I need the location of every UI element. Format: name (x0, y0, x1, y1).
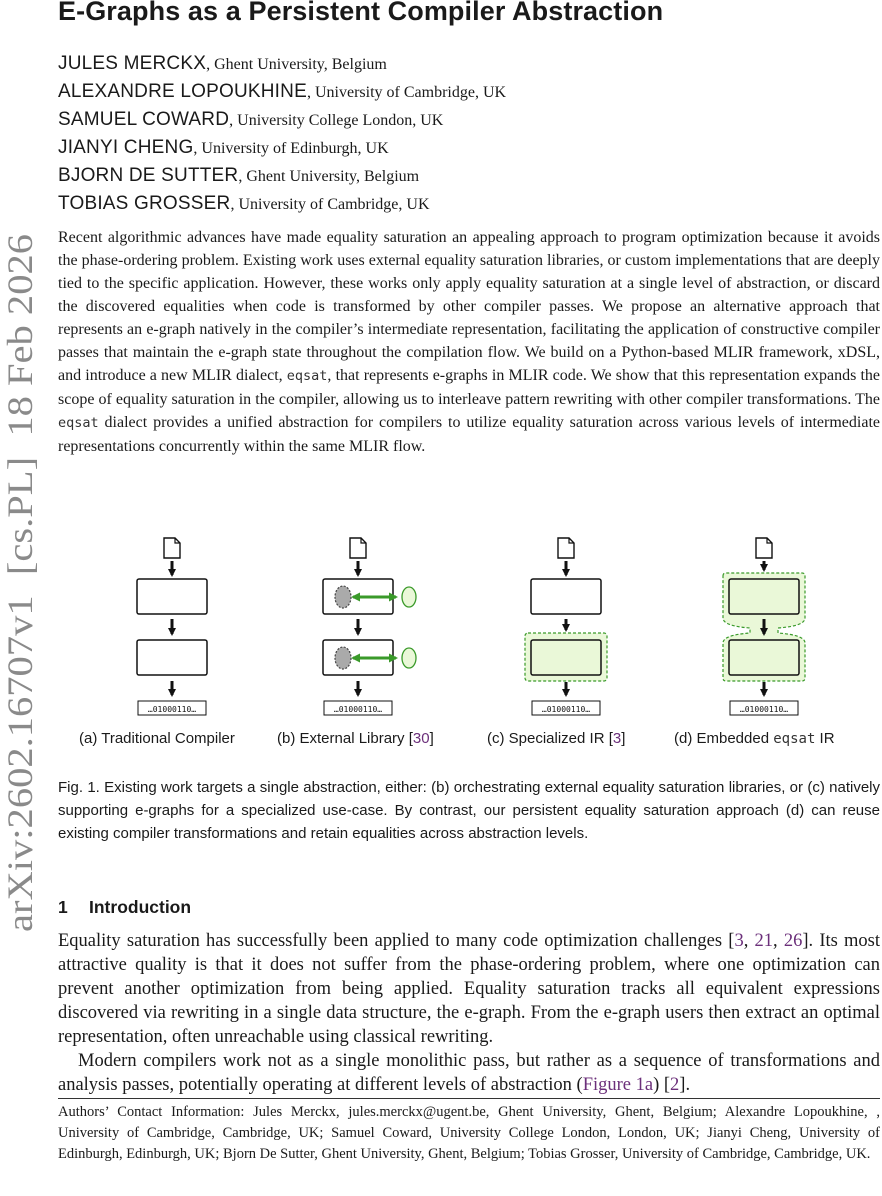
binary-output: …01000110… (541, 705, 591, 714)
author-name: ALEXANDRE LOPOUKHINE (58, 81, 307, 102)
author-name: BJORN DE SUTTER (58, 165, 239, 186)
external-egraph (402, 648, 416, 668)
citation-link[interactable]: 2 (670, 1075, 680, 1095)
paragraph-text: , (743, 931, 755, 951)
external-egraph (402, 587, 416, 607)
subcaption-c (487, 730, 625, 747)
footnote-rule (58, 1098, 880, 1099)
author-entry (58, 162, 506, 190)
author-affiliation: , Ghent University, Belgium (206, 56, 387, 73)
paragraph-text: ) [ (653, 1075, 671, 1095)
paragraph-text: Modern compilers work not as a single monolithic pass, but rather as a sequence of transformations and analysis passes, potentially operating at different levels of abstraction ( (58, 1051, 880, 1095)
author-name: JIANYI CHENG (58, 137, 194, 158)
author-entry (58, 50, 506, 78)
citation-link[interactable]: 3 (734, 931, 744, 951)
figure-1 (58, 530, 880, 760)
panel-external-library (323, 538, 416, 715)
author-list (58, 50, 506, 218)
abstract-text: , that represents e-graphs in MLIR code. We show that this representation expands the scope of equality saturation in the compiler, allowing us to interleave pattern rewriting with other compiler transformations. The (58, 367, 880, 408)
paragraph (58, 929, 880, 1049)
abstract-text: dialect provides a unified abstraction for compilers to utilize equality saturation across various levels of intermediate representations concurrently within the same MLIR flow. (58, 414, 880, 455)
introduction-body (58, 929, 880, 1097)
abstract (58, 226, 880, 458)
binary-output: …01000110… (147, 705, 197, 714)
subcaption-text: (c) Specialized IR [ (487, 730, 613, 747)
source-file-icon (756, 538, 772, 558)
subcaption-text: (d) Embedded (674, 730, 774, 747)
subcaption-text: (a) Traditional Compiler (79, 730, 235, 747)
subcaption-text: ] (429, 730, 434, 747)
author-entry (58, 106, 506, 134)
author-affiliation: , Ghent University, Belgium (238, 168, 420, 185)
subcaption-b (277, 730, 434, 747)
paragraph-text: ]. Its most attractive quality is that it does not suffer from the phase-ordering problem, where one optimization can prevent another optimization from being applied. Equality saturation tracks all equivalent expressions discovered via rewriting in a single data structure, the e-graph. From the e-graph users then extract an optimal representation, often unreachable using classical rewriting. (58, 931, 881, 1047)
egraph-placeholder (335, 647, 351, 669)
egraph-pass-box (729, 640, 799, 675)
section-heading (58, 897, 191, 918)
arxiv-identifier-text: arXiv:2602.16707v1 [cs.PL] 18 Feb 2026 (0, 312, 40, 932)
panel-embedded-eqsat-ir (723, 538, 805, 715)
binary-output: …01000110… (739, 705, 789, 714)
author-entry (58, 134, 506, 162)
abstract-text: Recent algorithmic advances have made equality saturation an appealing approach to program optimization because it avoids the phase-ordering problem. Existing work uses external equality saturation libraries, or custom implementations that are deeply tied to the specific application. However, these works only apply equality saturation at a single level of abstraction, or discard the discovered equalities when code is transformed by other compiler passes. We propose an alternative approach that represents an e-graph natively in the compiler’s intermediate representation, facilitating the application of constructive compiler passes that maintain the e-graph state throughout the compilation flow. We build on a Python-based MLIR framework, xDSL, and introduce a new MLIR dialect, (58, 229, 880, 384)
citation-link[interactable]: 21 (754, 931, 774, 951)
subcaption-d (674, 730, 835, 747)
citation-link[interactable]: 3 (612, 730, 622, 747)
source-file-icon (164, 538, 180, 558)
paragraph (58, 1049, 880, 1097)
subcaption-a (79, 730, 235, 747)
author-name: JULES MERCKX (58, 53, 207, 74)
subcaption-text: IR (815, 730, 835, 747)
code-eqsat: eqsat (773, 731, 816, 747)
figure-link[interactable]: Figure 1a (582, 1075, 654, 1095)
binary-output: …01000110… (333, 705, 383, 714)
citation-link[interactable]: 30 (412, 730, 430, 747)
paragraph-text: ]. (679, 1075, 691, 1095)
arxiv-identifier (0, 232, 42, 932)
paper-title: E-Graphs as a Persistent Compiler Abstraction (58, 0, 664, 26)
panel-traditional-compiler (137, 538, 207, 715)
citation-link[interactable]: 26 (783, 931, 803, 951)
paragraph-text: , (773, 931, 784, 951)
code-eqsat: eqsat (58, 415, 99, 431)
egraph-pass-box (531, 640, 601, 675)
author-entry (58, 190, 506, 218)
author-affiliation: , University of Cambridge, UK (230, 196, 430, 213)
source-file-icon (350, 538, 366, 558)
paragraph-text: Equality saturation has successfully been applied to many code optimization challenges [ (58, 931, 735, 951)
author-entry (58, 78, 506, 106)
section-number: 1 (58, 897, 68, 917)
subcaption-text: (b) External Library [ (277, 730, 413, 747)
compiler-pass-box (137, 640, 207, 675)
figure-caption: Fig. 1. Existing work targets a single abstraction, either: (b) orchestrating external equality saturation libraries, or (c) natively supporting e-graphs for a specialized use-case. By contrast, our persistent equality saturation approach (d) can reuse existing compiler transformations and retain equalities across abstraction levels. (58, 779, 880, 842)
author-affiliation: , University College London, UK (229, 112, 444, 129)
subcaption-text: ] (621, 730, 626, 747)
author-affiliation: , University of Cambridge, UK (306, 84, 507, 101)
egraph-pass-box (729, 579, 799, 614)
panel-specialized-ir (525, 538, 607, 715)
egraph-placeholder (335, 586, 351, 608)
code-eqsat: eqsat (286, 368, 328, 384)
author-name: TOBIAS GROSSER (58, 193, 231, 214)
source-file-icon (558, 538, 574, 558)
section-title: Introduction (89, 897, 192, 917)
compiler-pass-box (137, 579, 207, 614)
compiler-pass-box (531, 579, 601, 614)
author-name: SAMUEL COWARD (58, 109, 230, 130)
author-contact-footnote: Authors’ Contact Information: Jules Merckx, jules.merckx@ugent.be, Ghent University, Ghent, Belgium; Alexandre Lopoukhine, , University of Cambridge, Cambridge, UK; Samuel Coward, University College London, London, UK; Jianyi Cheng, University of Edinburgh, Edinburgh, UK; Bjorn De Sutter, Ghent University, Ghent, Belgium; Tobias Grosser, University of Cambridge, Cambridge, UK. (58, 1104, 880, 1162)
author-affiliation: , University of Edinburgh, UK (193, 140, 389, 157)
